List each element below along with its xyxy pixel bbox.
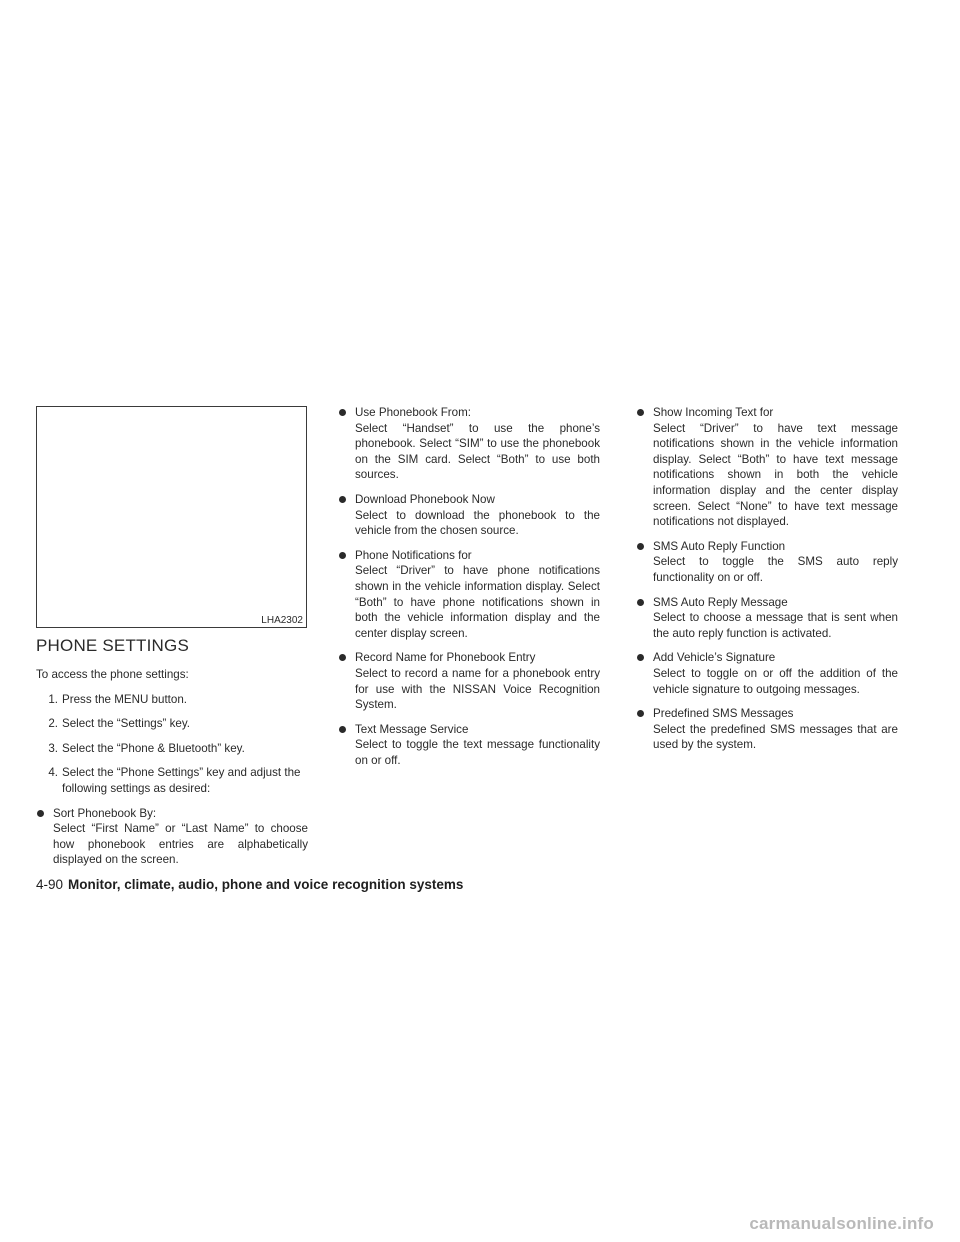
intro-text: To access the phone settings: (36, 668, 189, 681)
page-number: 4-90 (36, 877, 64, 892)
column-3 (636, 405, 898, 762)
figure-placeholder (36, 406, 307, 628)
bullet-icon (637, 599, 644, 606)
section-title: PHONE SETTINGS (36, 636, 189, 655)
bullets-col3 (636, 405, 898, 753)
bullet-icon (339, 726, 346, 733)
chapter-title: Monitor, climate, audio, phone and voice recognition systems (68, 877, 464, 892)
bullet-icon (637, 710, 644, 717)
step-item: 1. Press the MENU button. (48, 692, 188, 706)
bullets-col1 (36, 806, 308, 868)
bullet-icon (339, 654, 346, 661)
bullet-icon (637, 543, 644, 550)
bullet-icon (339, 496, 346, 503)
setting-item: Record Name for Phonebook Entry Select to record a name for a phonebook entry for use with the NISSAN Voice Recognition System. (338, 650, 600, 712)
bullet-icon (339, 409, 346, 416)
setting-item: Add Vehicle’s Signature Select to toggle on or off the addition of the vehicle signature to outgoing messages. (636, 650, 898, 697)
setting-item: Text Message Service Select to toggle the text message functionality on or off. (338, 722, 600, 769)
setting-item: SMS Auto Reply Message Select to choose a message that is sent when the auto reply function is activated. (636, 595, 898, 642)
column-1 (36, 636, 308, 877)
bullet-icon (339, 552, 346, 559)
bullets-col2 (338, 405, 600, 768)
setting-item: Phone Notifications for Select “Driver” to have phone notifications shown in the vehicle information display. Select “Both” to have phone notifications shown in both the vehicle information display and the center display screen. (338, 548, 600, 642)
bullet-icon (637, 409, 644, 416)
column-2 (338, 405, 600, 777)
figure-code: LHA2302 (261, 615, 303, 626)
watermark: carmanualsonline.info (749, 1214, 934, 1233)
setting-item: SMS Auto Reply Function Select to toggle the SMS auto reply functionality on or off. (636, 539, 898, 586)
page-footer (36, 876, 463, 894)
setting-item: Predefined SMS Messages Select the predefined SMS messages that are used by the system. (636, 706, 898, 753)
bullet-icon (637, 654, 644, 661)
setting-item: Show Incoming Text for Select “Driver” to have text message notifications shown in the vehicle information display. Select “Both” to have text message notifications shown in both the vehicle information display and the center display screen. Select “None” to have text message notifications not displayed. (636, 405, 898, 530)
setting-item: Download Phonebook Now Select to download the phonebook to the vehicle from the chosen source. (338, 492, 600, 539)
steps-list (36, 692, 308, 797)
step-item: 2. Select the “Settings” key. (48, 717, 191, 731)
step-item: 4. Select the “Phone Settings” key and adjust the following settings as desired: (48, 766, 301, 795)
setting-item: Use Phonebook From: Select “Handset” to use the phone’s phonebook. Select “SIM” to use the phonebook on the SIM card. Select “Both” to use both sources. (338, 405, 600, 483)
bullet-icon (37, 810, 44, 817)
step-item: 3. Select the “Phone & Bluetooth” key. (48, 741, 245, 755)
setting-item: Sort Phonebook By: Select “First Name” or “Last Name” to choose how phonebook entries are alphabetically displayed on the screen. (36, 806, 308, 868)
